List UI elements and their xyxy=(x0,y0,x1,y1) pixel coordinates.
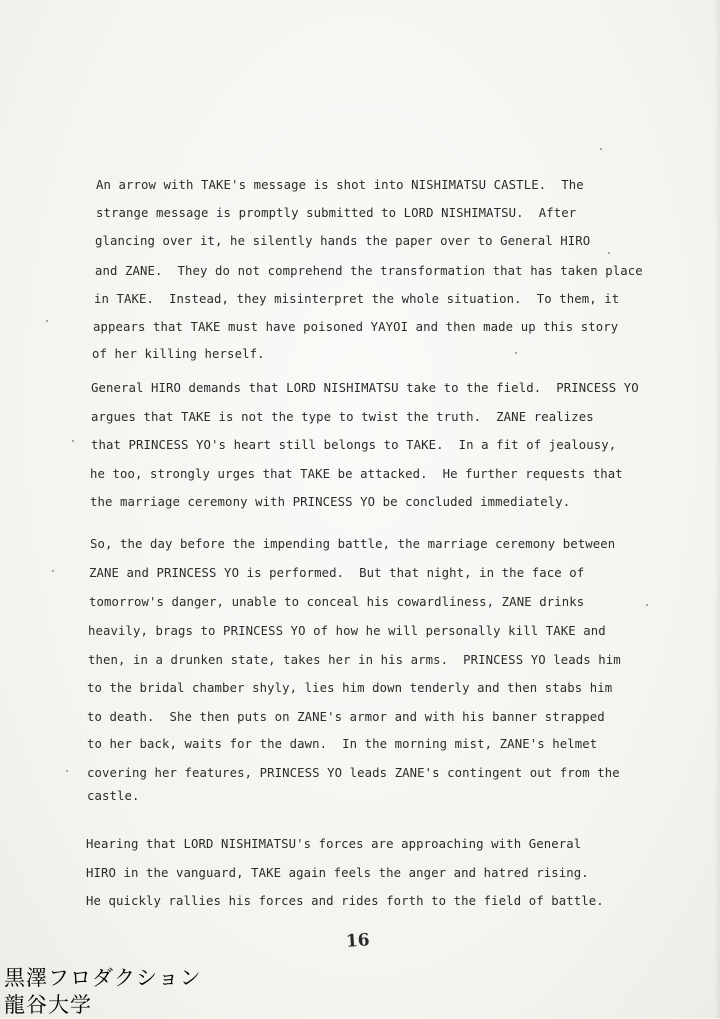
text-line: An arrow with TAKE's message is shot into NISHIMATSU CASTLE. The xyxy=(96,178,584,192)
paper-speck xyxy=(52,570,54,572)
text-line: of her killing herself. xyxy=(92,347,265,361)
text-line: covering her features, PRINCESS YO leads ZANE's contingent out from the xyxy=(87,766,620,780)
text-line: to the bridal chamber shyly, lies him down tenderly and then stabs him xyxy=(87,681,613,695)
text-line: to death. She then puts on ZANE's armor and with his banner strapped xyxy=(87,710,605,724)
text-line: strange message is promptly submitted to LORD NISHIMATSU. After xyxy=(96,206,577,220)
text-line: So, the day before the impending battle, the marriage ceremony between xyxy=(90,537,616,551)
paper-speck xyxy=(608,252,610,254)
watermark-line-1: 黒澤フロダクション xyxy=(4,966,202,990)
text-line: the marriage ceremony with PRINCESS YO be concluded immediately. xyxy=(90,495,571,509)
text-line: Hearing that LORD NISHIMATSU's forces are approaching with General xyxy=(86,837,582,851)
text-line: then, in a drunken state, takes her in his arms. PRINCESS YO leads him xyxy=(88,653,621,667)
text-line: castle. xyxy=(87,789,140,803)
text-line: HIRO in the vanguard, TAKE again feels the anger and hatred rising. xyxy=(86,866,589,880)
text-line: heavily, brags to PRINCESS YO of how he will personally kill TAKE and xyxy=(88,624,606,638)
paper-speck xyxy=(600,148,602,150)
paper-speck xyxy=(72,440,74,442)
watermark-line-2: 龍谷大学 xyxy=(4,993,92,1017)
page-number: 16 xyxy=(345,930,371,952)
text-line: and ZANE. They do not comprehend the transformation that has taken place xyxy=(95,264,643,278)
text-line: he too, strongly urges that TAKE be attacked. He further requests that xyxy=(90,467,623,481)
text-line: argues that TAKE is not the type to twist the truth. ZANE realizes xyxy=(91,410,594,424)
text-line: tomorrow's danger, unable to conceal his cowardliness, ZANE drinks xyxy=(89,595,585,609)
text-line: appears that TAKE must have poisoned YAYOI and then made up this story xyxy=(93,320,619,334)
text-line: in TAKE. Instead, they misinterpret the whole situation. To them, it xyxy=(94,292,620,306)
text-line: General HIRO demands that LORD NISHIMATSU take to the field. PRINCESS YO xyxy=(91,381,639,395)
text-line: He quickly rallies his forces and rides forth to the field of battle. xyxy=(86,894,604,908)
paper-speck xyxy=(66,770,68,772)
text-line: to her back, waits for the dawn. In the morning mist, ZANE's helmet xyxy=(87,737,598,751)
text-line: glancing over it, he silently hands the paper over to General HIRO xyxy=(95,234,591,248)
paper-speck xyxy=(46,320,48,322)
text-line: ZANE and PRINCESS YO is performed. But that night, in the face of xyxy=(89,566,585,580)
paper-speck xyxy=(515,352,517,354)
text-line: that PRINCESS YO's heart still belongs to TAKE. In a fit of jealousy, xyxy=(91,438,617,452)
paper-speck xyxy=(646,604,648,606)
